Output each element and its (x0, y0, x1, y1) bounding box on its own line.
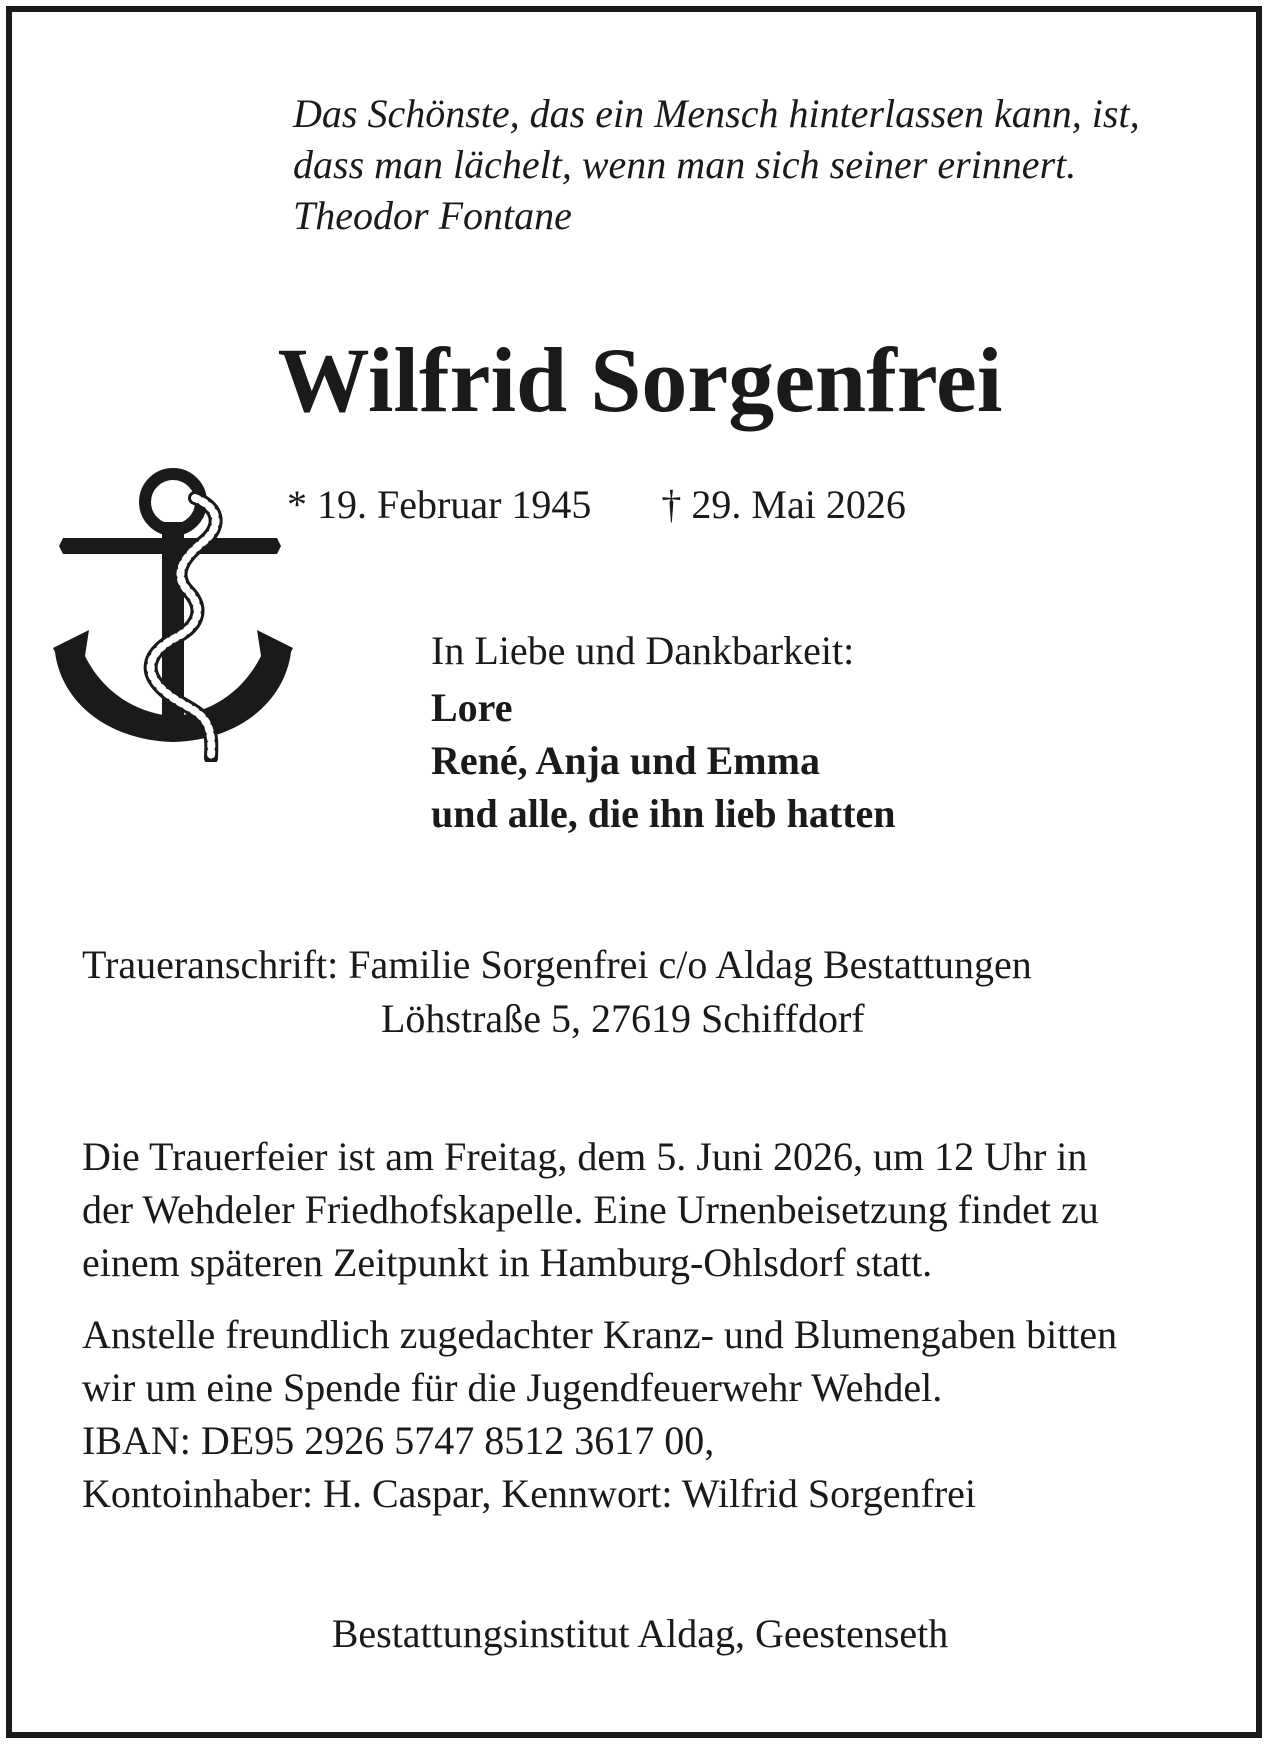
donation-line: Anstelle freundlich zugedachter Kranz- und Blumengaben bitten (82, 1312, 1118, 1357)
mourners-intro: In Liebe und Dankbarkeit: (431, 628, 855, 673)
address-line-1: Traueranschrift: Familie Sorgenfrei c/o Aldag Bestattungen (82, 942, 1032, 987)
mourner-name: Lore (431, 685, 513, 730)
donation-account: Kontoinhaber: H. Caspar, Kennwort: Wilfrid Sorgenfrei (82, 1471, 977, 1516)
mourner-name: und alle, die ihn lieb hatten (431, 791, 896, 836)
funeral-home: Bestattungsinstitut Aldag, Geestenseth (331, 1611, 949, 1656)
quote-line-2: dass man lächelt, wenn man sich seiner erinnert. (293, 142, 1077, 187)
donation-iban: IBAN: DE95 2926 5747 8512 3617 00, (82, 1418, 715, 1463)
life-dates (287, 480, 906, 530)
death-date: † 29. Mai 2026 (661, 482, 906, 527)
birth-date: * 19. Februar 1945 (287, 482, 592, 527)
mourners-block (431, 624, 896, 840)
mourning-address (82, 938, 1032, 1046)
donation-line: wir um eine Spende für die Jugendfeuerwehr Wehdel. (82, 1365, 943, 1410)
donation-info (82, 1308, 1202, 1520)
ceremony-info (82, 1130, 1202, 1289)
deceased-name: Wilfrid Sorgenfrei (277, 329, 1003, 431)
ceremony-line: einem späteren Zeitpunkt in Hamburg-Ohlsdorf statt. (82, 1240, 933, 1285)
mourner-name: René, Anja und Emma (431, 738, 820, 783)
anchor-icon (45, 462, 303, 762)
address-line-2: Löhstraße 5, 27619 Schiffdorf (381, 996, 865, 1041)
quote-line-1: Das Schönste, das ein Mensch hinterlassen kann, ist, (293, 91, 1140, 136)
quote-author: Theodor Fontane (293, 193, 572, 238)
ceremony-line: der Wehdeler Friedhofskapelle. Eine Urnenbeisetzung findet zu (82, 1187, 1099, 1232)
ceremony-line: Die Trauerfeier ist am Freitag, dem 5. Juni 2026, um 12 Uhr in (82, 1134, 1088, 1179)
memorial-quote (293, 88, 1213, 241)
